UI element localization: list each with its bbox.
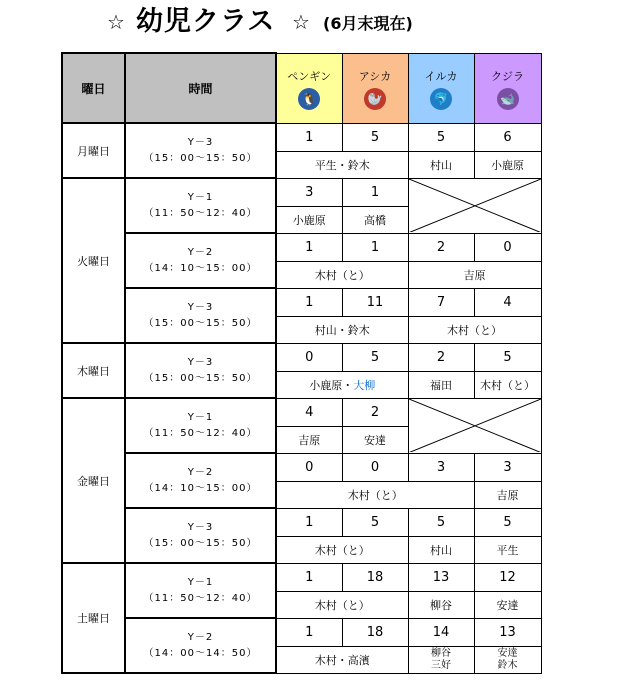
count-cell: 5: [408, 508, 474, 536]
count-cell: 11: [342, 288, 408, 316]
coach-cell: 吉原: [408, 261, 541, 288]
class-time: （11：50～12：40）: [143, 592, 258, 604]
coach-name: 三好: [431, 659, 451, 671]
count-cell: 1: [276, 618, 342, 646]
coach-cell: 安達: [474, 591, 541, 618]
coach-cell: 木村（と）: [276, 591, 408, 618]
page-subtitle: (6月末現在): [323, 14, 413, 33]
class-time: （11：50～12：40）: [143, 427, 258, 439]
count-cell: 7: [408, 288, 474, 316]
time-cell: [125, 508, 276, 563]
count-cell: 0: [474, 233, 541, 261]
time-cell: [125, 178, 276, 233]
table-row: [62, 178, 541, 206]
count-cell: 14: [408, 618, 474, 646]
coach-cell: 村山・鈴木: [276, 316, 408, 343]
coach-cell: 平生・鈴木: [276, 151, 408, 178]
class-time: （14：00～14：50）: [143, 647, 258, 659]
table-row: [62, 563, 541, 591]
count-cell: 0: [276, 453, 342, 481]
day-cell: 金曜日: [62, 398, 125, 563]
class-time: （15：00～15：50）: [143, 537, 258, 549]
count-cell: 18: [342, 563, 408, 591]
table-row: [62, 508, 541, 536]
coach-cell: 高橋: [342, 206, 408, 233]
count-cell: 6: [474, 123, 541, 151]
count-cell: 5: [474, 343, 541, 371]
count-cell: 5: [342, 508, 408, 536]
schedule-table: [61, 52, 542, 674]
sea-lion-icon: 🦭: [364, 88, 386, 110]
class-time: （15：00～15：50）: [143, 152, 258, 164]
count-cell: 3: [474, 453, 541, 481]
time-cell: [125, 563, 276, 618]
coach-name: 鈴木: [497, 659, 518, 671]
time-cell: [125, 233, 276, 288]
coach-cell: [408, 646, 474, 673]
table-row: [62, 618, 541, 646]
header-class-kujira: [474, 53, 541, 123]
class-code: Y－2: [187, 246, 214, 258]
class-time: （15：00～15：50）: [143, 317, 258, 329]
time-cell: [125, 618, 276, 673]
coach-cell: 柳谷: [408, 591, 474, 618]
class-code: Y－3: [187, 356, 214, 368]
coach-name: 小鹿原・: [309, 378, 354, 392]
table-row: [62, 343, 541, 371]
count-cell: 1: [276, 233, 342, 261]
class-time: （15：00～15：50）: [143, 372, 258, 384]
count-cell: 5: [342, 123, 408, 151]
page-title-bar: [0, 6, 632, 40]
coach-cell: 吉原: [276, 426, 342, 453]
coach-cell: 小鹿原: [276, 206, 342, 233]
count-cell: 2: [408, 343, 474, 371]
coach-cell: 吉原: [474, 481, 541, 508]
table-row: [62, 453, 541, 481]
coach-cell: 小鹿原: [474, 151, 541, 178]
header-class-iruka: [408, 53, 474, 123]
count-cell: 5: [474, 508, 541, 536]
count-cell: 13: [408, 563, 474, 591]
coach-cell: 村山: [408, 536, 474, 563]
whale-icon: 🐋: [497, 88, 519, 110]
day-cell: 木曜日: [62, 343, 125, 398]
count-cell: 5: [342, 343, 408, 371]
header-time: 時間: [125, 53, 276, 123]
class-time: （14：10～15：00）: [143, 262, 258, 274]
coach-cell: 安達: [342, 426, 408, 453]
coach-cell: 木村（と）: [408, 316, 541, 343]
count-cell: 2: [408, 233, 474, 261]
header-row: [62, 53, 541, 123]
time-cell: [125, 398, 276, 453]
time-cell: [125, 453, 276, 508]
coach-cell: 木村・高濱: [276, 646, 408, 673]
coach-cell: 木村（と）: [276, 536, 408, 563]
class-name: クジラ: [491, 69, 524, 83]
coach-cell: 木村（と）: [276, 261, 408, 288]
class-name: ペンギン: [287, 69, 332, 83]
day-cell: 火曜日: [62, 178, 125, 343]
penguin-icon: 🐧: [298, 88, 320, 110]
no-class-cell: [408, 178, 541, 233]
count-cell: 18: [342, 618, 408, 646]
count-cell: 1: [276, 508, 342, 536]
time-cell: [125, 288, 276, 343]
page-title: 幼児クラス: [136, 6, 276, 37]
count-cell: 1: [342, 178, 408, 206]
count-cell: 0: [276, 343, 342, 371]
day-cell: 土曜日: [62, 563, 125, 673]
table-row: [62, 123, 541, 151]
count-cell: 2: [342, 398, 408, 426]
star-icon: ☆: [107, 10, 125, 34]
count-cell: 1: [342, 233, 408, 261]
class-code: Y－3: [187, 136, 214, 148]
header-class-penguin: [276, 53, 342, 123]
time-cell: [125, 343, 276, 398]
cross-mark: [409, 179, 541, 233]
time-cell: [125, 123, 276, 178]
coach-name: 柳谷: [431, 647, 451, 659]
day-cell: 月曜日: [62, 123, 125, 178]
class-code: Y－1: [187, 411, 214, 423]
count-cell: 13: [474, 618, 541, 646]
coach-cell: 福田: [408, 371, 474, 398]
header-day: 曜日: [62, 53, 125, 123]
coach-cell: 木村（と）: [474, 371, 541, 398]
count-cell: 1: [276, 123, 342, 151]
coach-name-highlight: 大柳: [353, 378, 376, 392]
class-time: （11：50～12：40）: [143, 207, 258, 219]
count-cell: 4: [276, 398, 342, 426]
count-cell: 1: [276, 563, 342, 591]
count-cell: 1: [276, 288, 342, 316]
count-cell: 12: [474, 563, 541, 591]
class-code: Y－2: [187, 466, 214, 478]
coach-name: 安達: [497, 647, 518, 659]
count-cell: 3: [408, 453, 474, 481]
table-row: [62, 233, 541, 261]
header-class-ashika: [342, 53, 408, 123]
count-cell: 3: [276, 178, 342, 206]
class-name: イルカ: [424, 69, 458, 83]
class-code: Y－3: [187, 301, 214, 313]
table-row: [62, 288, 541, 316]
class-time: （14：10～15：00）: [143, 482, 258, 494]
star-icon: ☆: [292, 10, 310, 34]
cross-mark: [409, 399, 541, 453]
coach-cell: [474, 646, 541, 673]
coach-cell: 平生: [474, 536, 541, 563]
no-class-cell: [408, 398, 541, 453]
count-cell: 5: [408, 123, 474, 151]
coach-cell: 木村（と）: [276, 481, 474, 508]
class-name: アシカ: [358, 69, 392, 83]
class-code: Y－3: [187, 521, 214, 533]
count-cell: 0: [342, 453, 408, 481]
coach-cell: 村山: [408, 151, 474, 178]
table-row: [62, 398, 541, 426]
coach-cell: [276, 371, 408, 398]
count-cell: 4: [474, 288, 541, 316]
class-code: Y－1: [187, 191, 214, 203]
dolphin-icon: 🐬: [430, 88, 452, 110]
class-code: Y－1: [187, 576, 214, 588]
class-code: Y－2: [187, 631, 214, 643]
